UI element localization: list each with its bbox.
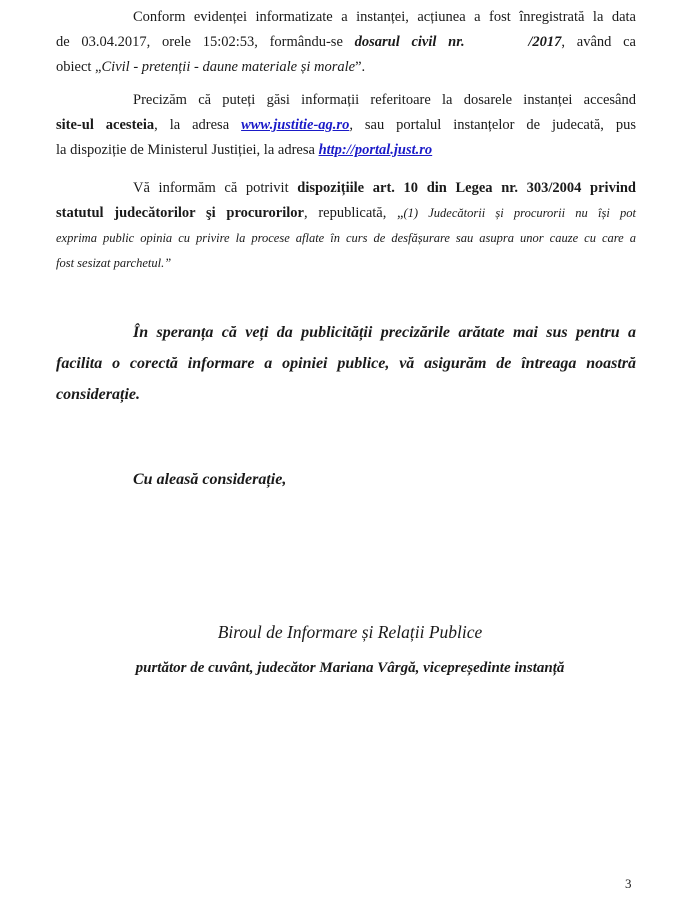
- case-object: Civil - pretenții - daune materiale și morale: [101, 59, 356, 75]
- spokesperson-line: purtător de cuvânt, judecător Mariana Vârgă, vicepreședinte instanță: [135, 660, 565, 676]
- ministry-text: la dispoziție de Ministerul Justiției, la adresa: [56, 142, 319, 158]
- redacted-case-number: [476, 37, 528, 49]
- page-number: 3: [625, 876, 632, 891]
- website-line-3: [56, 138, 636, 163]
- hope-line-1: În speranța că veți da publicității precizările arătate mai sus pentru a: [133, 324, 636, 341]
- law-intro: Vă informăm că potrivit: [133, 180, 298, 196]
- portal-link[interactable]: http://portal.just.ro: [318, 142, 433, 158]
- registration-line-1: Conform evidenței informatizate a instanței, acțiunea a fost înregistrată la data: [133, 9, 636, 25]
- address-label: , la adresa: [154, 117, 242, 133]
- registration-line-3: [56, 55, 636, 80]
- closing-salutation: Cu aleasă considerație,: [133, 471, 287, 488]
- registration-line-2-end: , având ca: [561, 34, 636, 50]
- law-quote-line-4: fost sesizat parchetul.”: [56, 256, 172, 270]
- paragraph-legal-provisions: [56, 176, 636, 276]
- site-label: site-ul acesteia: [56, 117, 155, 133]
- website-line-1: Precizăm că puteți găsi informații referitoare la dosarele instanței accesând: [133, 92, 636, 108]
- object-label: obiect „: [56, 59, 102, 75]
- law-reference: dispozițiile art. 10 din Legea nr. 303/2004 privind: [297, 180, 636, 196]
- paragraph-registration: [56, 5, 636, 80]
- office-name: Biroul de Informare și Relații Publice: [217, 622, 483, 642]
- hope-line-3: considerație.: [56, 386, 140, 403]
- court-website-link[interactable]: www.justitie-ag.ro: [241, 117, 350, 133]
- portal-text: , sau portalul instanțelor de judecată, pus: [349, 117, 637, 133]
- law-title: statutul judecătorilor şi procurorilor: [56, 205, 304, 221]
- paragraph-hope: [56, 317, 636, 410]
- case-number-label: dosarul civil nr.: [354, 34, 477, 50]
- law-quote-line-3: exprima public opinia cu privire la procese aflate în curs de desfășurare sau asupra unor cauze cu care a: [56, 231, 636, 245]
- law-line-1: [56, 176, 636, 201]
- republished-text: , republicată, „: [303, 205, 404, 221]
- paragraph-website-info: [56, 88, 636, 163]
- law-line-2: [56, 201, 636, 226]
- hope-line-2: facilita o corectă informare a opiniei publice, vă asigurăm de întreaga noastră: [56, 355, 636, 372]
- case-year: /2017: [528, 34, 562, 50]
- law-quote-start: (1) Judecătorii și procurorii nu își pot: [403, 206, 636, 220]
- registration-date-text: de 03.04.2017, orele 15:02:53, formându-se: [56, 34, 355, 50]
- object-quote-end: ”.: [355, 59, 366, 75]
- registration-line-2: [56, 30, 636, 55]
- website-line-2: [56, 113, 636, 138]
